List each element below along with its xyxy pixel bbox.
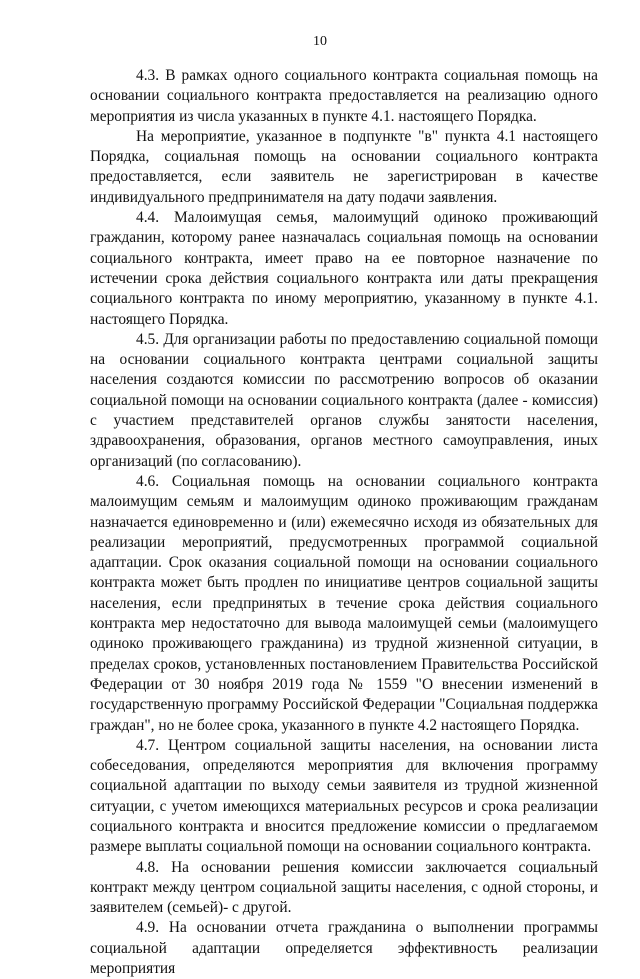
paragraph-4-4: 4.4. Малоимущая семья, малоимущий одиноко проживающий гражданин, которому ранее назначалась социальная помощь на основании социального контракта, имеет право на ее повторное назначение по истечении срока действия социального контракта или даты прекращения социального контракта по иному мероприятию, указанному в пункте 4.1. настоящего Порядка. xyxy=(90,209,598,328)
paragraph-4-6: 4.6. Социальная помощь на основании социального контракта малоимущим семьям и малоимущим одиноко проживающим гражданам назначается единовременно и (или) ежемесячно исходя из обязательных для реализации мероприятий, предусмотренных программой социальной адаптации. Срок оказания социальной помощи на основании социального контракта может быть продлен по инициативе центров социальной защиты населения, если предпринятых в течение срока действия социального контракта мер недостаточно для вывода малоимущей семьи (малоимущего одиноко проживающего гражданина) из трудной жизненной ситуации, в пределах сроков, установленных постановлением Правительства Российской Федерации от 30 ноября 2019 года № 1559 "О внесении изменений в государственную программу Российской Федерации "Социальная поддержка граждан", но не более срока, указанного в пункте 4.2 настоящего Порядка. xyxy=(90,472,598,734)
paragraph-4-3: 4.3. В рамках одного социального контракта социальная помощь на основании социального контракта предоставляется на реализацию одного мероприятия из числа указанных в пункте 4.1. настоящего Порядка. xyxy=(90,67,598,125)
page-number: 10 xyxy=(313,34,327,49)
paragraph-4-9: 4.9. На основании отчета гражданина о выполнении программы социальной адаптации определяется эффективность реализации мероприятия xyxy=(90,919,598,978)
paragraph-4-7: 4.7. Центром социальной защиты населения, на основании листа собеседования, определяются мероприятия для включения программу социальной адаптации по выходу семьи заявителя из трудной жизненной ситуации, с учетом имеющихся материальных ресурсов и срока реализации социального контракта и вносится предложение комиссии о предлагаемом размере выплаты социальной помощи на основании социального контракта. xyxy=(90,736,598,856)
paragraph-4-8: 4.8. На основании решения комиссии заключается социальный контракт между центром социальной защиты населения, с одной стороны, и заявителем (семьей)- с другой. xyxy=(90,858,598,917)
paragraph-4-3-note: На мероприятие, указанное в подпункте "в" пункта 4.1 настоящего Порядка, социальная помощь на основании социального контракта предоставляется, если заявитель не зарегистрирован в качестве индивидуального предпринимателя на дату подачи заявления. xyxy=(90,127,598,206)
paragraph-4-5: 4.5. Для организации работы по предоставлению социальной помощи на основании социального контракта центрами социальной защиты населения создаются комиссии по рассмотрению вопросов об оказании социальной помощи на основании социального контракта (далее - комиссия) с участием представителей органов службы занятости населения, здравоохранения, образования, органов местного самоуправления, иных организаций (по согласованию). xyxy=(90,330,598,470)
document-body xyxy=(90,66,598,979)
